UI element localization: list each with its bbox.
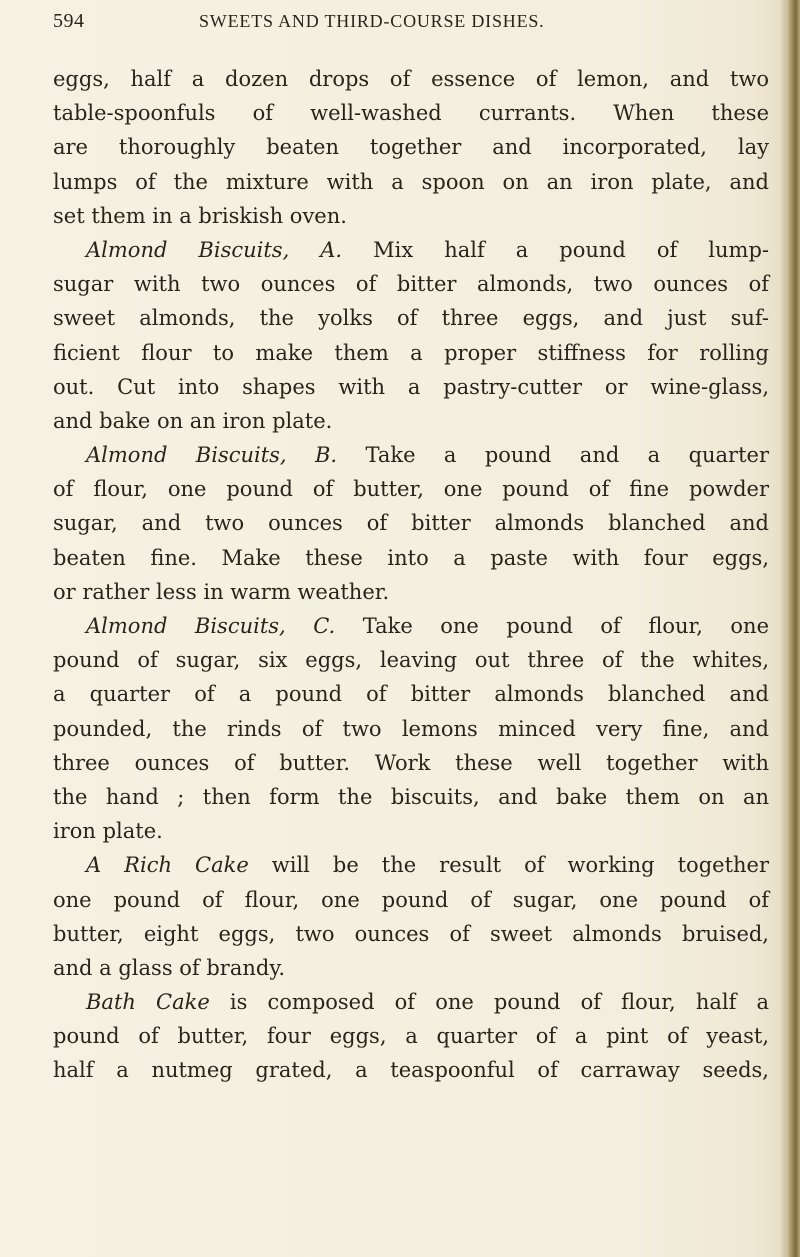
text-line: sugar, and two ounces of bitter almonds blanched and <box>53 511 769 536</box>
text-line: three ounces of butter. Work these well together with <box>53 750 769 775</box>
text-line: set them in a briskish oven. <box>53 203 347 228</box>
text-line: half a nutmeg grated, a teaspoonful of carraway seeds, <box>53 1058 769 1083</box>
recipe-text: Take one pound of flour, one <box>335 614 769 638</box>
running-title: SWEETS AND THIRD-COURSE DISHES. <box>199 11 545 31</box>
recipe-almond-biscuits-a <box>53 233 769 267</box>
recipe-title: Almond Biscuits, C. <box>86 614 336 638</box>
recipe-title: A Rich Cake <box>86 853 249 878</box>
text-line: pound of butter, four eggs, a quarter of a pint of yeast, <box>53 1024 769 1049</box>
text-line: pound of sugar, six eggs, leaving out three of the whites, <box>53 648 769 673</box>
page-number: 594 <box>53 10 85 32</box>
text-line: iron plate. <box>53 819 163 844</box>
text-line: a quarter of a pound of bitter almonds blanched and <box>53 682 769 707</box>
text-line: the hand ; then form the biscuits, and bake them on an <box>53 784 769 809</box>
running-head <box>53 4 773 38</box>
recipe-text: Mix half a pound of lump- <box>342 237 770 262</box>
text-line: sweet almonds, the yolks of three eggs, and just suf- <box>53 306 769 331</box>
recipe-almond-biscuits-b <box>53 438 769 472</box>
text-line: eggs, half a dozen drops of essence of lemon, and two <box>53 67 769 91</box>
text-line: of flour, one pound of butter, one pound of fine powder <box>53 477 769 502</box>
text-line: or rather less in warm weather. <box>53 579 390 604</box>
recipe-text: is composed of one pound of flour, half a <box>209 990 769 1015</box>
text-line: butter, eight eggs, two ounces of sweet almonds bruised, <box>53 921 769 946</box>
text-line: sugar with two ounces of bitter almonds, two ounces of <box>53 272 769 297</box>
text-line: out. Cut into shapes with a pastry-cutter or wine-glass, <box>53 374 769 399</box>
recipe-title: Bath Cake <box>86 990 210 1015</box>
recipe-almond-biscuits-c <box>53 609 769 643</box>
text-line: are thoroughly beaten together and incorporated, lay <box>53 135 769 160</box>
recipe-title: Almond Biscuits, A. <box>86 237 343 262</box>
book-binding-edge <box>786 0 800 1257</box>
text-line: one pound of flour, one pound of sugar, one pound of <box>53 887 769 912</box>
text-line: beaten fine. Make these into a paste with four eggs, <box>53 545 769 570</box>
recipe-bath-cake <box>53 985 769 1019</box>
body-text <box>53 62 769 1088</box>
recipe-title: Almond Biscuits, B. <box>86 443 338 468</box>
text-line: table-spoonfuls of well-washed currants. When these <box>53 101 769 126</box>
text-line: lumps of the mixture with a spoon on an iron plate, and <box>53 169 769 194</box>
recipe-text: Take a pound and a quarter <box>337 443 770 468</box>
recipe-rich-cake <box>53 848 769 882</box>
text-line: pounded, the rinds of two lemons minced very fine, and <box>53 716 769 741</box>
recipe-text: will be the result of working together <box>248 853 769 878</box>
text-line: and bake on an iron plate. <box>53 408 333 433</box>
text-line: ficient flour to make them a proper stiffness for rolling <box>53 340 769 365</box>
text-line: and a glass of brandy. <box>53 955 286 980</box>
